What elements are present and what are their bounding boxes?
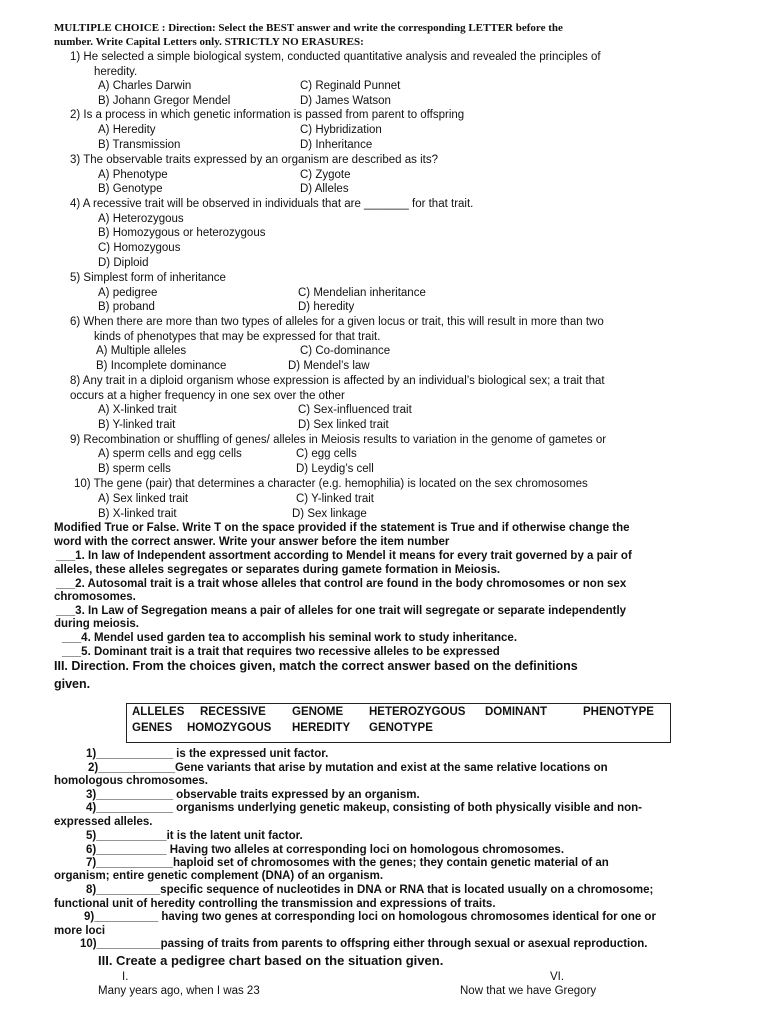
word-bank-box [126, 703, 671, 743]
q10-choice-d: D) Sex linkage [292, 508, 367, 520]
question-4-text: 4) A recessive trait will be observed in individuals that are _______ for that trait. [70, 198, 474, 210]
matching-item-4-cont: expressed alleles. [54, 816, 153, 828]
q8-choice-c: C) Sex-influenced trait [298, 404, 412, 416]
tf-item-1-cont: alleles, these alleles segregates or separates during gamete formation in Meiosis. [54, 564, 501, 576]
pedigree-heading: III. Create a pedigree chart based on the situation given. [98, 953, 444, 968]
matching-item-8-cont: functional unit of heredity controlling the transmission and expressions of traits. [54, 898, 496, 910]
q4-choice-b: B) Homozygous or heterozygous [98, 227, 266, 239]
q9-choice-d: D) Leydig’s cell [296, 463, 374, 475]
matching-item-9: 9)__________ having two genes at corresponding loci on homologous chromosomes identical for one or [84, 911, 656, 923]
q1-choice-b: B) Johann Gregor Mendel [98, 95, 231, 107]
q5-choice-a: A) pedigree [98, 287, 158, 299]
q1-choice-a: A) Charles Darwin [98, 80, 192, 92]
matching-item-5: 5)___________it is the latent unit factor. [86, 830, 303, 842]
word-bank-word: GENOTYPE [369, 722, 433, 734]
pedigree-situation-vi: Now that we have Gregory [460, 985, 597, 997]
q8-choice-a: A) X-linked trait [98, 404, 177, 416]
question-8-text-cont: occurs at a higher frequency in one sex over the other [70, 390, 345, 402]
matching-item-10: 10)__________passing of traits from parents to offspring either through sexual or asexual reproduction. [80, 938, 648, 950]
q9-choice-c: C) egg cells [296, 448, 357, 460]
q4-choice-a: A) Heterozygous [98, 213, 184, 225]
q10-choice-a: A) Sex linked trait [98, 493, 189, 505]
question-1-text: 1) He selected a simple biological system, conducted quantitative analysis and revealed the principles of [70, 51, 601, 63]
q6-choice-a: A) Multiple alleles [96, 345, 187, 357]
word-bank-word: HOMOZYGOUS [187, 722, 272, 734]
question-8-text: 8) Any trait in a diploid organism whose expression is affected by an individual’s biological sex; a trait that [70, 375, 605, 387]
q3-choice-a: A) Phenotype [98, 169, 168, 181]
q2-choice-b: B) Transmission [98, 139, 181, 151]
matching-item-2-cont: homologous chromosomes. [54, 775, 208, 787]
q3-choice-d: D) Alleles [300, 183, 349, 195]
matching-direction-cont: given. [54, 677, 91, 691]
matching-item-7: 7)____________haploid set of chromosomes with the genes; they contain genetic material of an [86, 857, 609, 869]
mc-direction-line1: MULTIPLE CHOICE : Direction: Select the BEST answer and write the corresponding LETTER before the [54, 22, 563, 34]
q4-choice-c: C) Homozygous [98, 242, 181, 254]
q6-choice-c: C) Co-dominance [300, 345, 391, 357]
q8-choice-b: B) Y-linked trait [98, 419, 176, 431]
q9-choice-a: A) sperm cells and egg cells [98, 448, 242, 460]
matching-item-2: 2)____________Gene variants that arise by mutation and exist at the same relative locations on [88, 762, 608, 774]
tf-item-3-cont: during meiosis. [54, 618, 139, 630]
question-10-text: 10) The gene (pair) that determines a character (e.g. hemophilia) is located on the sex chromosomes [74, 478, 588, 490]
question-6-text: 6) When there are more than two types of alleles for a given locus or trait, this will result in more than two [70, 316, 604, 328]
q2-choice-d: D) Inheritance [300, 139, 373, 151]
q4-choice-d: D) Diploid [98, 257, 149, 269]
q2-choice-c: C) Hybridization [300, 124, 382, 136]
word-bank-word: ALLELES [132, 706, 185, 718]
true-false-direction-cont: word with the correct answer. Write your answer before the item number [54, 536, 450, 548]
q10-choice-b: B) X-linked trait [98, 508, 177, 520]
question-5-text: 5) Simplest form of inheritance [70, 272, 226, 284]
question-9-text: 9) Recombination or shuffling of genes/ alleles in Meiosis results to variation in the genome of gametes or [70, 434, 607, 446]
q3-choice-b: B) Genotype [98, 183, 163, 195]
matching-item-4: 4)____________ organisms underlying genetic makeup, consisting of both physically visible and non- [86, 802, 642, 814]
q9-choice-b: B) sperm cells [98, 463, 171, 475]
word-bank-word: DOMINANT [485, 706, 547, 718]
question-1-text-cont: heredity. [94, 66, 138, 78]
q6-choice-d: D) Mendel’s law [288, 360, 370, 372]
matching-direction: III. Direction. From the choices given, match the correct answer based on the definitions [54, 659, 578, 673]
q10-choice-c: C) Y-linked trait [296, 493, 374, 505]
pedigree-roman-i: I. [122, 971, 129, 983]
q8-choice-d: D) Sex linked trait [298, 419, 389, 431]
q1-choice-c: C) Reginald Punnet [300, 80, 401, 92]
tf-item-2: ___2. Autosomal trait is a trait whose alleles that control are found in the body chromosomes or non sex [56, 578, 627, 590]
word-bank-word: RECESSIVE [200, 706, 266, 718]
question-6-text-cont: kinds of phenotypes that may be expressed for that trait. [94, 331, 381, 343]
q5-choice-d: D) heredity [298, 301, 355, 313]
q5-choice-c: C) Mendelian inheritance [298, 287, 426, 299]
word-bank-word: HEREDITY [292, 722, 351, 734]
pedigree-roman-vi: VI. [550, 971, 565, 983]
q2-choice-a: A) Heredity [98, 124, 156, 136]
word-bank-word: GENES [132, 722, 173, 734]
true-false-direction-text: Modified True or False. Write T on the space provided if the statement is True and if otherwise change the [54, 522, 630, 534]
word-bank-word: HETEROZYGOUS [369, 706, 466, 718]
question-3-text: 3) The observable traits expressed by an organism are described as its? [70, 154, 438, 166]
mc-direction-line2: number. Write Capital Letters only. STRICTLY NO ERASURES: [54, 36, 364, 48]
word-bank-word: PHENOTYPE [583, 706, 654, 718]
true-false-direction [54, 521, 630, 535]
tf-item-4: ___4. Mendel used garden tea to accomplish his seminal work to study inheritance. [62, 632, 518, 644]
q5-choice-b: B) proband [98, 301, 155, 313]
tf-item-1: ___1. In law of Independent assortment according to Mendel it means for every trait governed by a pair of [56, 550, 632, 562]
tf-item-5: ___5. Dominant trait is a trait that requires two recessive alleles to be expressed [62, 646, 500, 658]
question-2-text: 2) Is a process in which genetic information is passed from parent to offspring [70, 109, 465, 121]
pedigree-situation-i: Many years ago, when I was 23 [98, 985, 260, 997]
q3-choice-c: C) Zygote [300, 169, 351, 181]
matching-item-1: 1)____________ is the expressed unit factor. [86, 748, 329, 760]
tf-item-3: ___3. In Law of Segregation means a pair of alleles for one trait will segregate or separate independently [56, 605, 627, 617]
matching-item-9-cont: more loci [54, 925, 106, 937]
q1-choice-d: D) James Watson [300, 95, 391, 107]
q6-choice-b: B) Incomplete dominance [96, 360, 227, 372]
word-bank-word: GENOME [292, 706, 344, 718]
matching-item-3: 3)____________ observable traits expressed by an organism. [86, 789, 420, 801]
matching-item-8: 8)__________specific sequence of nucleotides in DNA or RNA that is located usually on a chromosome; [86, 884, 654, 896]
matching-item-6: 6)___________ Having two alleles at corresponding loci on homologous chromosomes. [86, 844, 565, 856]
matching-item-7-cont: organism; entire genetic complement (DNA) of an organism. [54, 870, 384, 882]
tf-item-2-cont: chromosomes. [54, 591, 136, 603]
